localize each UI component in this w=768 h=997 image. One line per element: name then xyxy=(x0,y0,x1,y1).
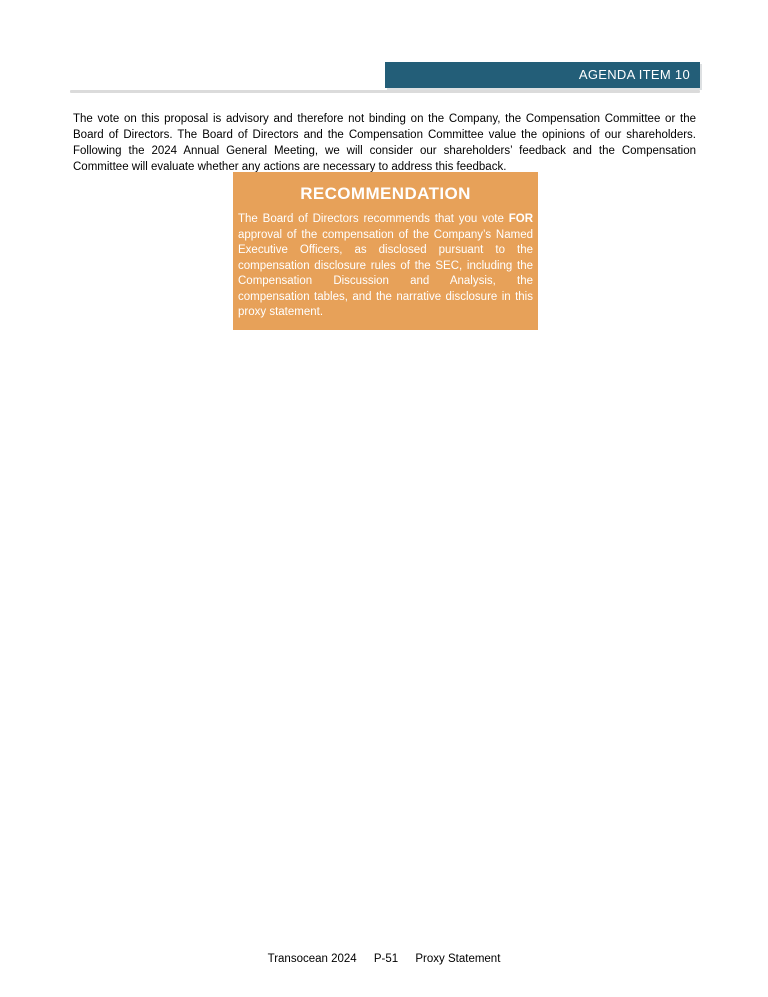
agenda-item-banner: AGENDA ITEM 10 xyxy=(385,62,700,88)
footer-document-name: Proxy Statement xyxy=(415,953,501,965)
recommendation-text xyxy=(238,212,533,321)
footer-company: Transocean 2024 xyxy=(267,953,357,965)
recommendation-text-before: The Board of Directors recommends that you vote xyxy=(238,213,509,225)
footer-page-number: P-51 xyxy=(373,953,399,965)
recommendation-title: RECOMMENDATION xyxy=(300,184,471,203)
header-divider xyxy=(70,90,700,93)
advisory-vote-paragraph: The vote on this proposal is advisory and therefore not binding on the Company, the Compensation Committee or the Board of Directors. The Board of Directors and the Compensation Committee value the opinions of our shareholders. Following the 2024 Annual General Meeting, we will consider our shareholders’ feedback and the Compensation Committee will evaluate whether any actions are necessary to address this feedback. xyxy=(73,112,696,173)
recommendation-box xyxy=(233,172,538,330)
recommendation-text-after: approval of the compensation of the Company’s Named Executive Officers, as disclosed pursuant to the compensation disclosure rules of the SEC, including the Compensation Discussion and Analysis, the compensation tables, and the narrative disclosure in this proxy statement. xyxy=(238,228,533,318)
page-footer xyxy=(0,951,768,967)
recommendation-for-emphasis: FOR xyxy=(508,213,533,225)
